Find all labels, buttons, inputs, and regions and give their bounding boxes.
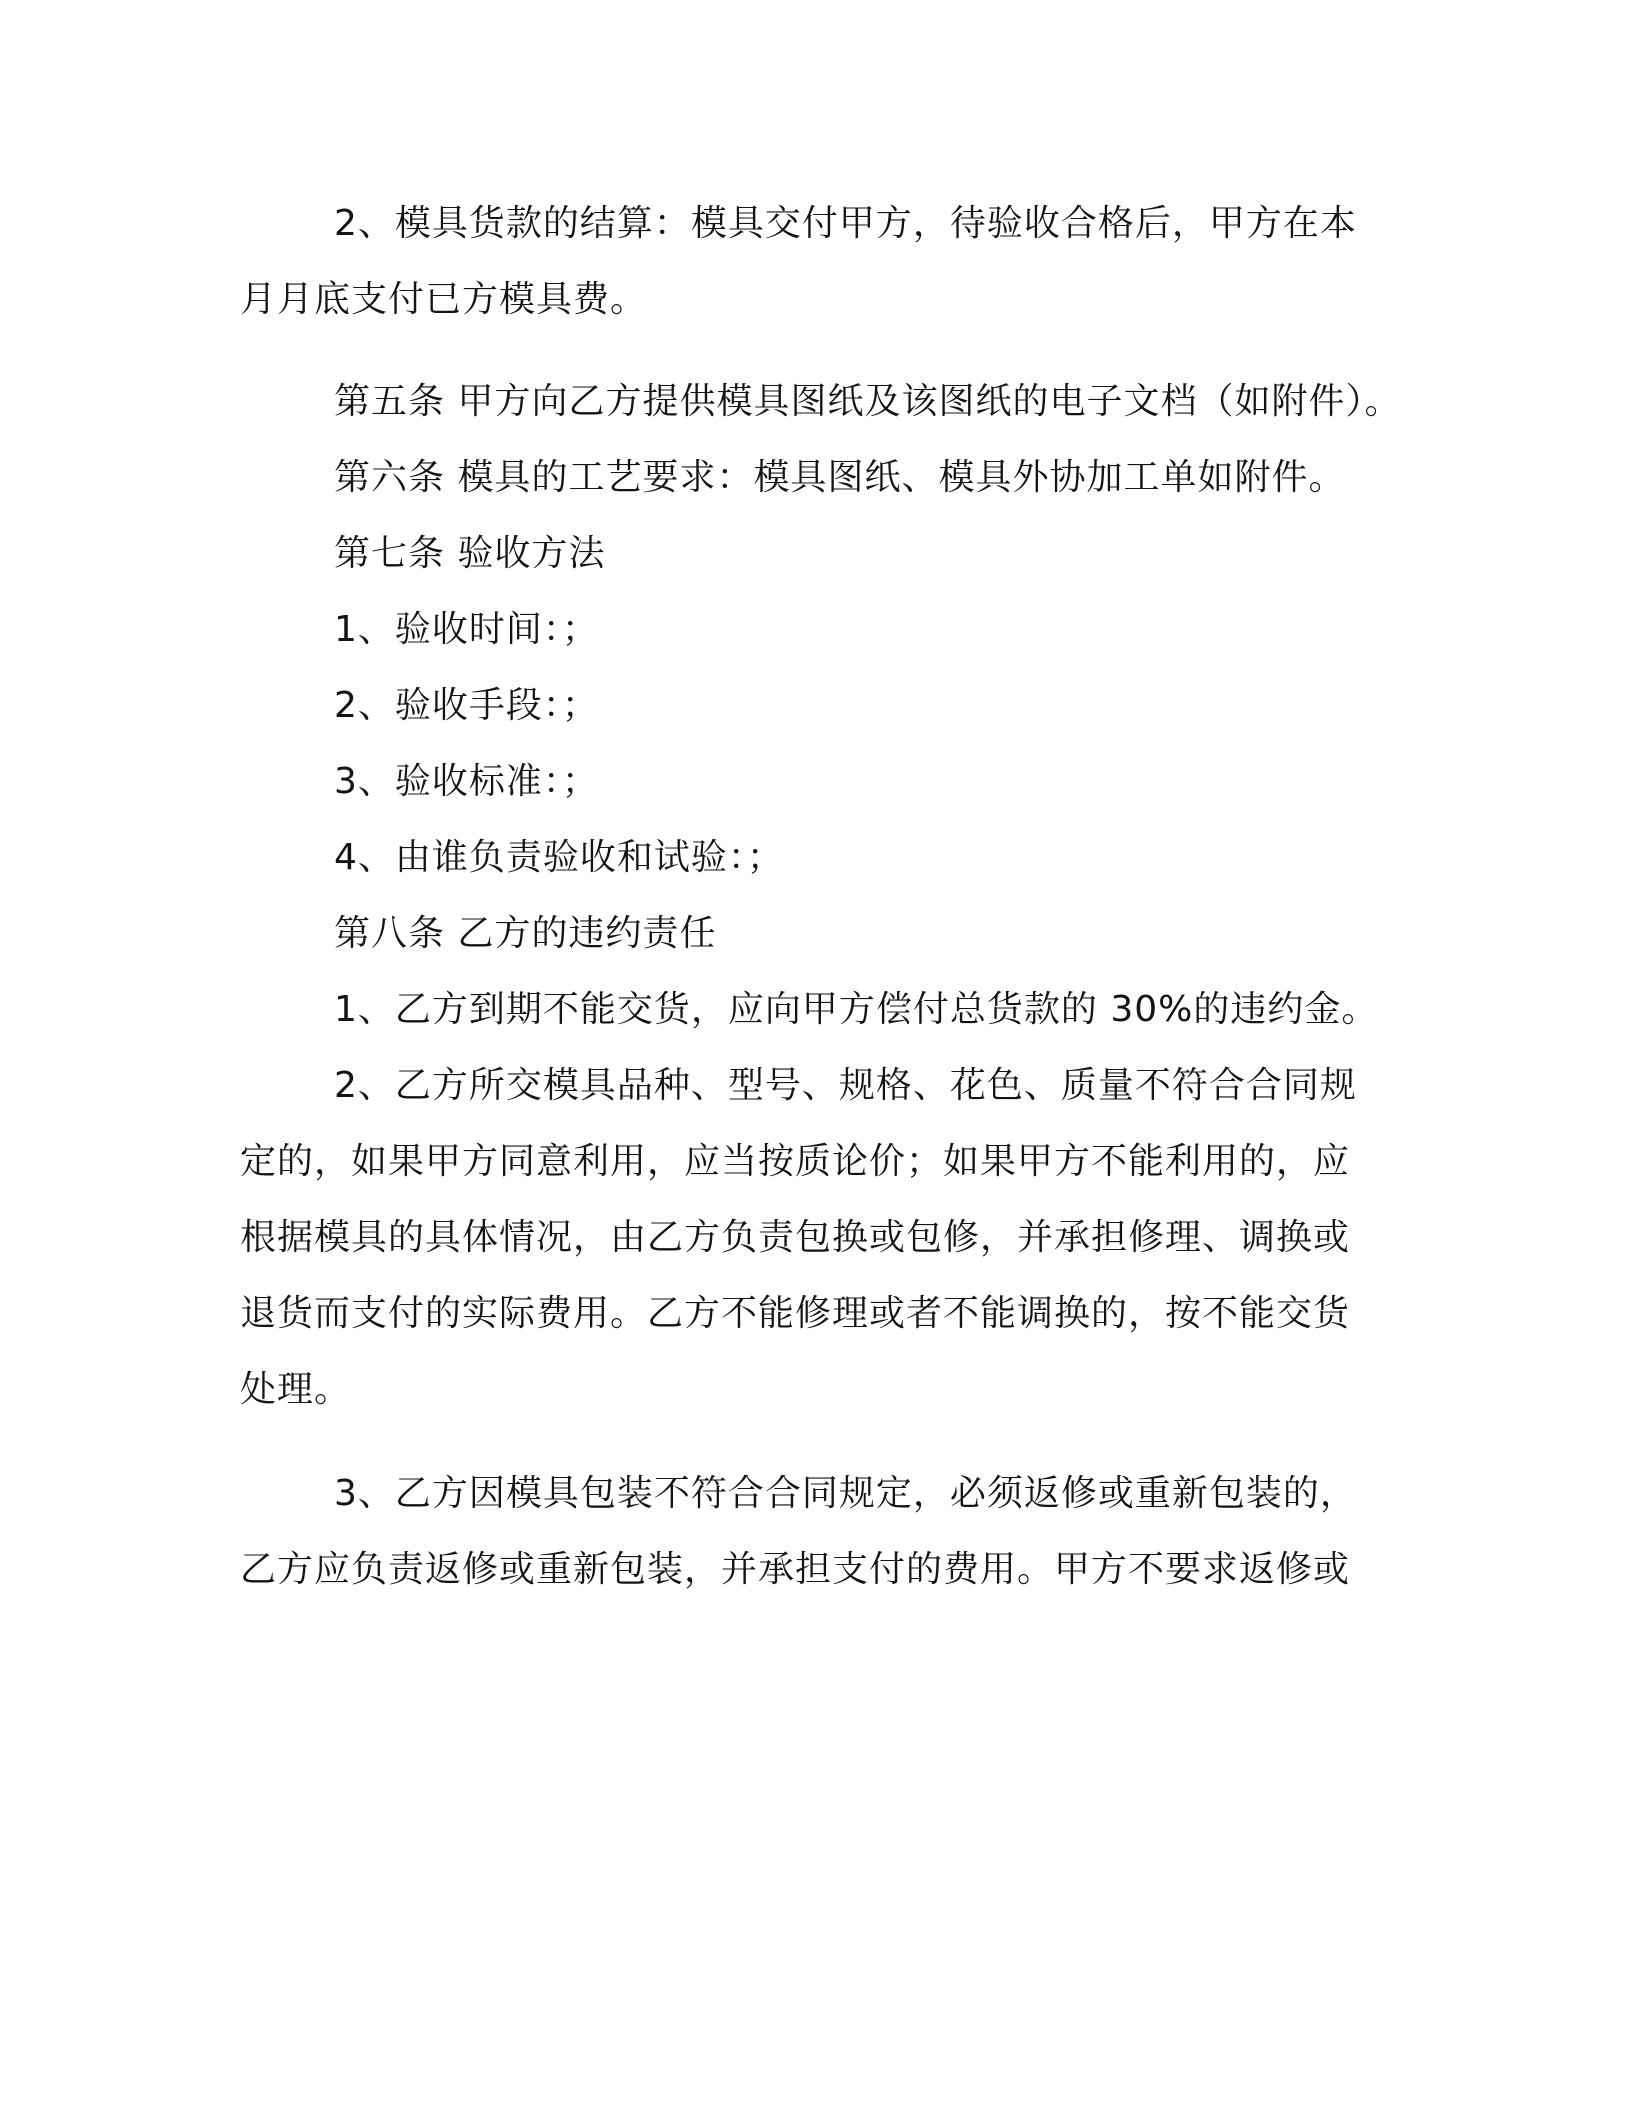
text-line: 根据模具的具体情况，由乙方负责包换或包修，并承担修理、调换或 bbox=[240, 1217, 1351, 1258]
acceptance-time-item bbox=[240, 592, 1372, 668]
article-8-heading bbox=[240, 896, 1372, 972]
text-line: 1、乙方到期不能交货，应向甲方偿付总货款的 30%的违约金。 bbox=[334, 989, 1379, 1030]
text-line: 2、模具货款的结算：模具交付甲方，待验收合格后，甲方在本 bbox=[334, 203, 1357, 244]
text-line: 2、验收手段：； bbox=[334, 685, 599, 726]
text-line: 第八条 乙方的违约责任 bbox=[334, 913, 717, 954]
acceptance-responsible-item bbox=[240, 820, 1372, 896]
paragraph-mold-payment-settlement bbox=[240, 186, 1372, 338]
text-line: 1、验收时间：； bbox=[334, 609, 599, 650]
text-line: 月月底支付已方模具费。 bbox=[240, 279, 648, 320]
text-line: 定的，如果甲方同意利用，应当按质论价；如果甲方不能利用的，应 bbox=[240, 1141, 1351, 1182]
text-line: 3、验收标准：； bbox=[334, 761, 599, 802]
text-line: 第六条 模具的工艺要求：模具图纸、模具外协加工单如附件。 bbox=[334, 457, 1346, 498]
text-line: 第七条 验收方法 bbox=[334, 533, 606, 574]
text-line: 第五条 甲方向乙方提供模具图纸及该图纸的电子文档（如附件）。 bbox=[334, 381, 1402, 422]
text-line: 3、乙方因模具包装不符合合同规定，必须返修或重新包装的， bbox=[334, 1473, 1357, 1514]
article-7-heading bbox=[240, 516, 1372, 592]
liability-item-2 bbox=[240, 1048, 1372, 1428]
article-6 bbox=[240, 440, 1372, 516]
liability-item-3 bbox=[240, 1456, 1372, 1608]
document-body bbox=[240, 186, 1402, 1608]
liability-item-1 bbox=[240, 972, 1379, 1048]
article-5 bbox=[240, 364, 1402, 440]
text-line: 4、由谁负责验收和试验：； bbox=[334, 837, 784, 878]
acceptance-standard-item bbox=[240, 744, 1372, 820]
text-line: 退货而支付的实际费用。乙方不能修理或者不能调换的，按不能交货 bbox=[240, 1293, 1351, 1334]
text-line: 乙方应负责返修或重新包装，并承担支付的费用。甲方不要求返修或 bbox=[240, 1549, 1351, 1590]
acceptance-method-item bbox=[240, 668, 1372, 744]
text-line: 2、乙方所交模具品种、型号、规格、花色、质量不符合合同规 bbox=[334, 1065, 1357, 1106]
text-line: 处理。 bbox=[240, 1369, 352, 1410]
